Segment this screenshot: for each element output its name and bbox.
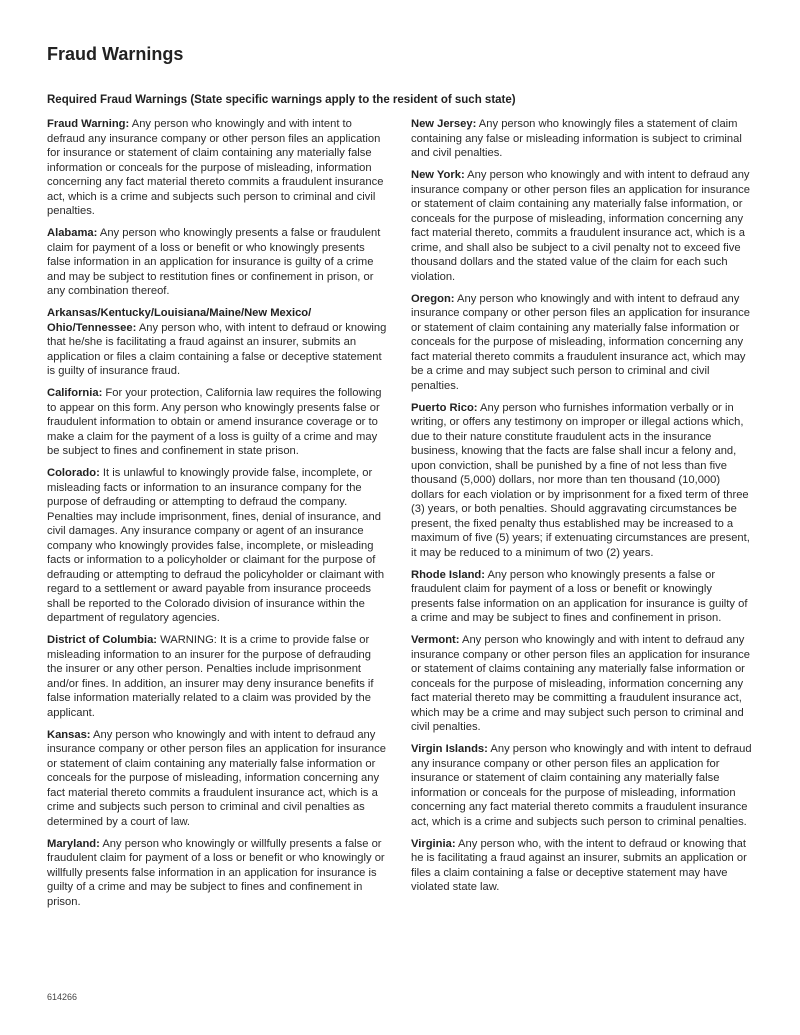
right-column xyxy=(411,117,752,902)
warning-heading: California: xyxy=(47,387,103,399)
warning-text: Any person who knowingly and with intent to defraud any insurance company or other person files an application for insurance or statement of claims containing any materially false information or conceals for the purpose of misleading, information concerning any fact material thereto may be committing a fraudulent insurance act, which may be a crime and may subject such person to criminal and civil penalties. xyxy=(411,634,750,733)
warning-text: Any person who knowingly files a statement of claim containing any false or misleading information is subject to criminal and civil penalties. xyxy=(411,118,742,159)
warning-heading: Rhode Island: xyxy=(411,568,485,581)
warning-heading: Maryland: xyxy=(47,837,100,850)
warning-heading: Oregon: xyxy=(411,292,455,305)
warning-text: It is unlawful to knowingly provide false, incomplete, or misleading facts or information to an insurance company for the purpose of defrauding or attempting to defraud the company. Penalties may include imprisonment, fines, denial of insurance, and civil damages. Any insurance company or agent of an insurance company who knowingly provides false, incomplete, or misleading facts or information to a policyholder or claimant for the purpose of defrauding or attempting to defraud the policyholder or claimant with regard to a settlement or award payable from insurance proceeds shall be reported to the Colorado division of insurance within the department of regulatory agencies. xyxy=(47,467,385,624)
warning-text: For your protection, California law requires the following to appear on this form. Any person who knowingly presents false or fraudulent information to obtain or amend insurance coverage or to make a claim for the payment of a loss is guilty of a crime and may be subject to fines and confinement in state prison. xyxy=(47,387,382,457)
warning-california xyxy=(47,386,388,459)
warning-colorado xyxy=(47,466,388,626)
warning-puerto-rico xyxy=(411,401,752,561)
warning-heading: District of Columbia: xyxy=(47,634,158,646)
left-column xyxy=(47,117,388,917)
warning-text: Any person who knowingly presents a false or fraudulent claim for payment of a loss or benefit or knowingly presents false information on an application for insurance is guilty of a crime and may be subject to fines and confinement in prison. xyxy=(411,568,748,624)
warning-heading: Alabama: xyxy=(47,227,98,239)
warning-alabama xyxy=(47,226,388,299)
warning-heading: Puerto Rico: xyxy=(411,401,478,414)
warning-heading: Virgin Islands: xyxy=(411,743,488,755)
warning-text: Any person who knowingly and with intent to defraud any insurance company or other person files an application for insurance or statement of claim containing any materially false information, or conceals for the purpose of misleading, information concerning any fact material thereto, commits a fraudulent insurance act, which is a crime, and shall also be subject to a civil penalty not to exceed five thousand dollars and the stated value of the claim for each such violation. xyxy=(411,169,750,283)
warning-text: Any person who knowingly and with intent to defraud any insurance company or other person files an application for insurance or statement of claim containing any materially false information or conceals for the purpose of misleading, information concerning any fact material thereto commits a fraudulent insurance act, which is a crime and subjects such person to criminal penalties. xyxy=(411,743,752,828)
form-number: 614266 xyxy=(47,992,78,1002)
warning-heading: Kansas: xyxy=(47,728,91,741)
warning-virgin-islands xyxy=(411,742,752,829)
warning-heading: New Jersey: xyxy=(411,118,477,130)
warning-virginia xyxy=(411,837,752,895)
warning-text: WARNING: It is a crime to provide false or misleading information to an insurer for the purpose of defrauding the insurer or any other person. Penalties include imprisonment and/or fines. In addition, an insurer may deny insurance benefits if false information materially related to a claim was provided by the applicant. xyxy=(47,634,374,719)
warning-heading: Virginia: xyxy=(411,837,456,850)
warning-text: Any person who knowingly and with intent to defraud any insurance company or other person files an application for insurance or statement of claim containing any materially false information or conceals for the purpose of misleading, information concerning any fact material thereto commits a fraudulent insurance act, which is a crime and subjects such person to criminal and civil penalties as determined by a court of law. xyxy=(47,728,386,828)
warning-text: Any person who knowingly presents a false or fraudulent claim for payment of a loss or benefit or who knowingly presents false information in an application for insurance is guilty of a crime and may be subject to restitution fines or confinement in prison, or any combination thereof. xyxy=(47,227,381,297)
warning-multistate xyxy=(47,306,388,379)
warning-new-york xyxy=(411,168,752,284)
warning-text: Any person who, with the intent to defraud or knowing that he is facilitating a fraud against an insurer, submits an application or files a claim containing a false or deceptive statement may have violated state law. xyxy=(411,837,747,893)
warning-district-of-columbia xyxy=(47,633,388,720)
warning-kansas xyxy=(47,728,388,830)
warning-heading: New York: xyxy=(411,169,465,181)
page-title: Fraud Warnings xyxy=(47,44,184,64)
warning-new-jersey xyxy=(411,117,752,161)
page-subtitle: Required Fraud Warnings (State specific warnings apply to the resident of such state) xyxy=(47,94,516,106)
warning-text: Any person who furnishes information verbally or in writing, or offers any testimony on improper or illegal actions which, due to their nature constitute fraudulent acts in the insurance business, knowing that the facts are false shall incur a felony and, upon conviction, shall be punished by a fine of not less than five thousand (5,000) dollars, nor more than ten thousand (10,000) dollars for each violation or by imprisonment for a fixed term of three (3) years, or both penalties. Should aggravating circumstances be present, the fixed penalty thus established may be increased to a maximum of five (5) years; if extenuating circumstances are present, it may be reduced to a minimum of two (2) years. xyxy=(411,401,750,559)
warning-general xyxy=(47,117,388,219)
warning-oregon xyxy=(411,292,752,394)
warning-heading: Vermont: xyxy=(411,634,460,646)
warning-rhode-island xyxy=(411,568,752,626)
warning-text: Any person who, with intent to defraud or knowing that he/she is facilitating a fraud against an insurer, submits an application or files a claim containing a false or deceptive statement is guilty of insurance fraud. xyxy=(47,321,387,377)
warning-text: Any person who knowingly and with intent to defraud any insurance company or other person files an application for insurance or statement of claim containing any materially false information or conceals for the purpose of misleading, information concerning any fact material thereto commits a fraudulent insurance act, which may be a crime and may subject such person to criminal and civil penalties. xyxy=(411,292,750,392)
warning-heading: Colorado: xyxy=(47,467,100,479)
warning-text: Any person who knowingly or willfully presents a false or fraudulent claim for payment of a loss or benefit or who knowingly or willfully presents false information in an application for insurance is guilty of a crime and may be subject to fines and confinement in prison. xyxy=(47,837,385,908)
warning-vermont xyxy=(411,633,752,735)
warning-text: Any person who knowingly and with intent to defraud any insurance company or other person files an application for insurance or statement of claim containing any materially false information or conceals for the purpose of misleading, information concerning any fact material thereto commits a fraudulent insurance act, which is a crime and subjects such person to criminal and civil penalties. xyxy=(47,118,384,217)
warning-heading: Arkansas/Kentucky/Louisiana/Maine/New Mexico/ Ohio/Tennessee: xyxy=(47,307,312,334)
warning-maryland xyxy=(47,837,388,910)
warning-heading: Fraud Warning: xyxy=(47,118,130,130)
